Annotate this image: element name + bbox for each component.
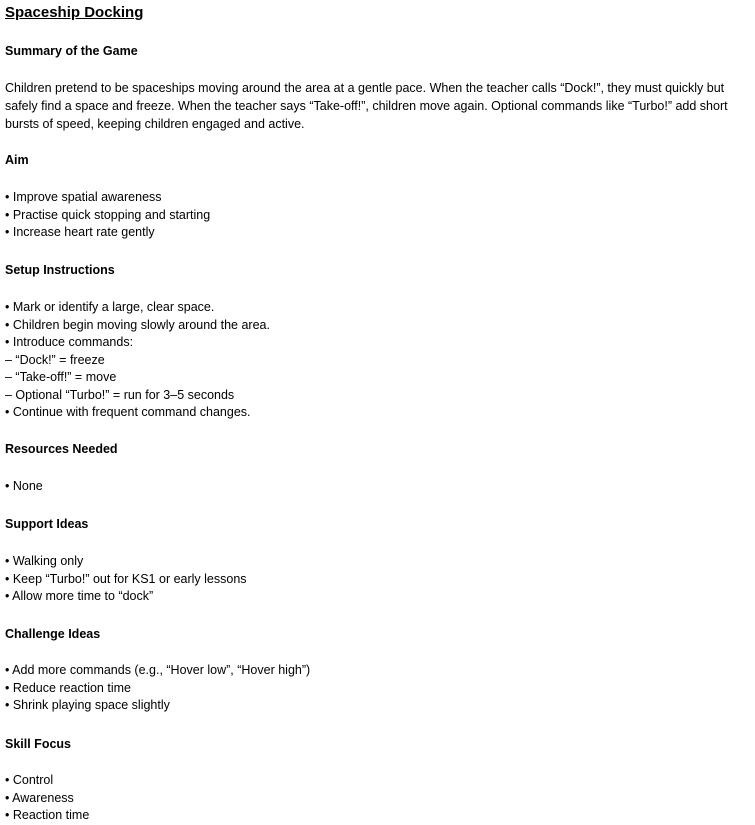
setup-heading: Setup Instructions xyxy=(5,263,115,277)
challenge-heading: Challenge Ideas xyxy=(5,627,101,641)
list-item: • Control xyxy=(5,773,54,787)
list-item: • Allow more time to “dock” xyxy=(5,589,154,603)
list-item: – “Take-off!” = move xyxy=(5,370,117,384)
list-item: • Reaction time xyxy=(5,808,90,822)
list-item: • Children begin moving slowly around the area. xyxy=(5,317,270,332)
aim-heading: Aim xyxy=(5,153,29,167)
aim-list xyxy=(5,189,210,242)
challenge-list xyxy=(5,662,310,715)
summary-text: Children pretend to be spaceships moving around the area at a gentle pace. When the teacher calls “Dock!”, they must quickly but safely find a space and freeze. When the teacher says “Take-off!”, children move again. Optional commands like “Turbo!” add short bursts of speed, keeping children engaged and active. xyxy=(5,81,728,131)
list-item: • Continue with frequent command changes. xyxy=(5,405,251,419)
setup-list xyxy=(5,299,270,422)
support-list xyxy=(5,553,247,606)
list-item: • Add more commands (e.g., “Hover low”, “Hover high”) xyxy=(5,663,311,677)
list-item: – “Dock!” = freeze xyxy=(5,352,105,367)
list-item: • Awareness xyxy=(5,790,74,805)
skill-list xyxy=(5,772,89,825)
document-title: Spaceship Docking xyxy=(5,4,144,21)
list-item: • Walking only xyxy=(5,554,84,568)
list-item: • Shrink playing space slightly xyxy=(5,698,170,712)
list-item: • Keep “Turbo!” out for KS1 or early lessons xyxy=(5,571,247,586)
list-item: • Increase heart rate gently xyxy=(5,225,155,239)
support-heading: Support Ideas xyxy=(5,517,89,531)
list-item: • Practise quick stopping and starting xyxy=(5,207,211,222)
list-item: • Reduce reaction time xyxy=(5,680,131,695)
list-item: • Improve spatial awareness xyxy=(5,190,162,204)
list-item: – Optional “Turbo!” = run for 3–5 seconds xyxy=(5,387,235,402)
skill-heading: Skill Focus xyxy=(5,737,71,751)
list-item: • None xyxy=(5,479,43,493)
resources-heading: Resources Needed xyxy=(5,442,118,456)
list-item: • Introduce commands: xyxy=(5,335,134,349)
list-item: • Mark or identify a large, clear space. xyxy=(5,300,215,314)
summary-heading: Summary of the Game xyxy=(5,44,138,58)
resources-list xyxy=(5,478,43,496)
